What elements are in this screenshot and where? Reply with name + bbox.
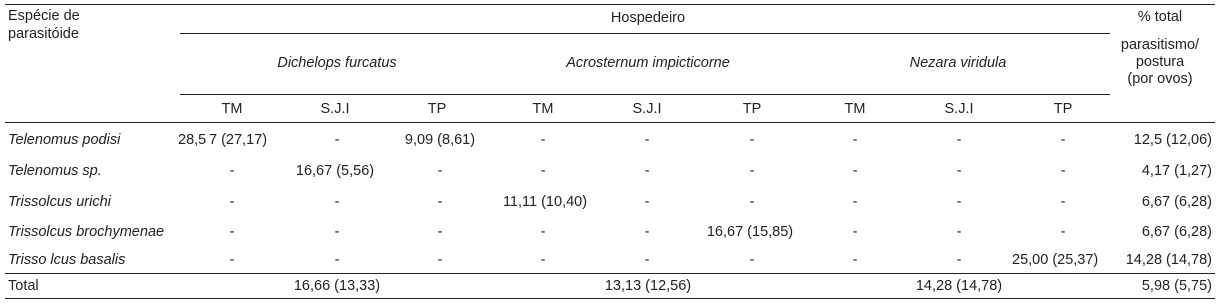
- header-bottom-rule: [5, 122, 1215, 123]
- table-cell: -: [749, 132, 755, 148]
- host-acrosternum-impicticorne: Acrosternum impicticorne: [566, 55, 730, 71]
- table-cell: 28,5: [178, 132, 207, 148]
- table-cell: -: [334, 224, 340, 240]
- host-nezara-viridula: Nezara viridula: [909, 55, 1007, 71]
- row-total: 6,67 (6,28): [1141, 194, 1212, 210]
- bottom-rule: [5, 298, 1215, 299]
- table-cell: -: [644, 224, 650, 240]
- table-cell: -: [1060, 132, 1066, 148]
- total-row-label: Total: [8, 278, 39, 294]
- table-cell: -: [644, 194, 650, 210]
- total-nezara: 14,28 (14,78): [915, 278, 1003, 294]
- table-cell: -: [540, 132, 546, 148]
- host-rule: [180, 33, 1110, 34]
- table-cell: -: [644, 163, 650, 179]
- subcol-tp-3: TP: [1053, 101, 1073, 117]
- table-cell: -: [540, 163, 546, 179]
- table-cell: -: [229, 194, 235, 210]
- total-header-line3: postura: [1135, 54, 1185, 70]
- table-cell: -: [540, 224, 546, 240]
- table-cell: -: [437, 224, 443, 240]
- total-top-rule: [5, 273, 1215, 274]
- table-cell: -: [852, 132, 858, 148]
- table-cell: -: [334, 132, 340, 148]
- total-dichelops: 16,66 (13,33): [293, 278, 381, 294]
- subheader-top-rule: [180, 94, 1110, 95]
- table-cell: -: [1060, 224, 1066, 240]
- species-trissolcus-brochymenae: Trissolcus brochymenae: [8, 224, 165, 240]
- table-cell: -: [749, 163, 755, 179]
- table-cell: -: [956, 163, 962, 179]
- table-cell: -: [229, 252, 235, 268]
- table-cell: -: [749, 194, 755, 210]
- table-cell: -: [852, 224, 858, 240]
- host-dichelops-furcatus: Dichelops furcatus: [277, 55, 397, 71]
- table-cell: -: [956, 132, 962, 148]
- table-cell: -: [334, 194, 340, 210]
- table-cell: -: [437, 194, 443, 210]
- row-total: 14,28 (14,78): [1125, 252, 1212, 268]
- table-cell: -: [749, 252, 755, 268]
- species-telenomus-sp: [8, 163, 102, 180]
- table-cell: -: [644, 252, 650, 268]
- table-cell: -: [644, 132, 650, 148]
- total-acrosternum: 13,13 (12,56): [604, 278, 692, 294]
- table-cell: 16,67 (15,85): [706, 224, 794, 240]
- subcol-tm-1: TM: [221, 101, 243, 117]
- species-telenomus-sp-label: Telenomus sp.: [8, 163, 102, 179]
- table-cell: 25,00 (25,37): [1012, 252, 1099, 268]
- table-cell: -: [229, 224, 235, 240]
- row-total: 6,67 (6,28): [1141, 224, 1212, 240]
- species-header-line1: Espécie de: [8, 8, 80, 24]
- table-cell: -: [229, 163, 235, 179]
- subcol-sji-3: S.J.I: [944, 101, 974, 117]
- table-cell: -: [334, 252, 340, 268]
- grand-total: 5,98 (5,75): [1141, 278, 1212, 294]
- table-cell: -: [1060, 194, 1066, 210]
- table-cell: -: [852, 252, 858, 268]
- table-cell: -: [437, 163, 443, 179]
- subcol-sji-2: S.J.I: [632, 101, 662, 117]
- species-header-line2: parasitóide: [8, 26, 79, 42]
- table-cell: -: [956, 252, 962, 268]
- top-rule: [5, 4, 1215, 5]
- table-cell: -: [852, 163, 858, 179]
- total-header-line2: parasitismo/: [1120, 37, 1200, 53]
- row-total: 4,17 (1,27): [1141, 163, 1212, 179]
- table-cell: -: [540, 252, 546, 268]
- table-cell: -: [956, 224, 962, 240]
- table-cell: -: [956, 194, 962, 210]
- subcol-tm-3: TM: [844, 101, 866, 117]
- table-cell: 7 (27,17): [209, 132, 268, 148]
- table-cell: 16,67 (5,56): [295, 163, 375, 179]
- table-cell: -: [1060, 163, 1066, 179]
- species-trissolcus-urichi: Trissolcus urichi: [8, 194, 111, 210]
- row-total: 12,5 (12,06): [1133, 132, 1212, 148]
- table-cell: 9,09 (8,61): [404, 132, 476, 148]
- table-cell: 11,11 (10,40): [502, 194, 588, 210]
- table-cell: -: [437, 252, 443, 268]
- table-cell: -: [852, 194, 858, 210]
- species-trissolcus-basalis: Trisso lcus basalis: [8, 252, 126, 268]
- host-header: Hospedeiro: [610, 10, 686, 26]
- subcol-sji-1: S.J.I: [320, 101, 350, 117]
- total-header-line1: % total: [1137, 9, 1183, 25]
- subcol-tm-2: TM: [532, 101, 554, 117]
- species-telenomus-podisi: Telenomus podisi: [8, 132, 121, 148]
- total-header-line4: (por ovos): [1127, 71, 1193, 87]
- subcol-tp-2: TP: [742, 101, 762, 117]
- subcol-tp-1: TP: [427, 101, 447, 117]
